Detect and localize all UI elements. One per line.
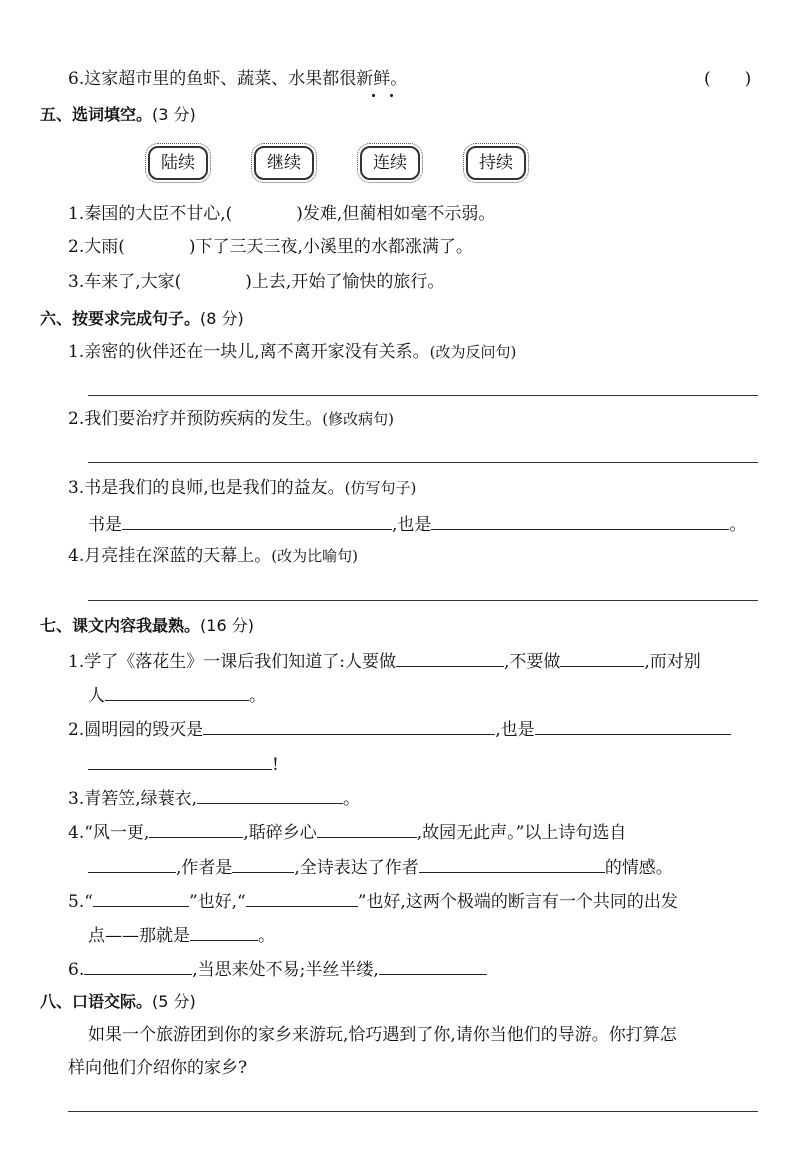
answer-blank[interactable] (203, 717, 495, 735)
answer-blank[interactable] (379, 957, 487, 975)
answer-blank[interactable] (93, 889, 189, 907)
sentence-item-2: 2.我们要治疗并预防疾病的发生。(修改病句) (68, 409, 394, 429)
recall-item-1: 1.学了《落花生》一课后我们知道了:人要做 ,不要做 ,而对别 (68, 649, 701, 673)
section-8-heading: 八、口语交际。(5 分) (40, 992, 196, 1011)
answer-blank[interactable] (535, 717, 731, 735)
emphasis-dot (372, 94, 375, 97)
answer-line[interactable] (88, 600, 758, 601)
answer-blank[interactable] (246, 889, 358, 907)
word-option-2: 继续 (254, 146, 314, 180)
fill-item-2: 2.大雨( )下了三天三夜,小溪里的水都涨满了。 (68, 237, 473, 257)
word-option-4: 持续 (466, 146, 526, 180)
answer-blank[interactable] (88, 752, 272, 770)
recall-item-3: 3.青箬笠,绿蓑衣, 。 (68, 786, 360, 810)
answer-blank[interactable] (88, 855, 176, 873)
answer-blank[interactable] (197, 786, 343, 804)
speaking-prompt-line-1: 如果一个旅游团到你的家乡来游玩,恰巧遇到了你,请你当他们的导游。你打算怎 (88, 1025, 677, 1045)
recall-item-1-cont: 人 。 (88, 683, 266, 707)
answer-blank[interactable] (84, 957, 192, 975)
answer-blank[interactable] (122, 512, 392, 530)
recall-item-2-cont: ! (88, 752, 279, 776)
section-7-heading: 七、课文内容我最熟。(16 分) (40, 616, 254, 635)
emphasis-dot (390, 94, 393, 97)
section-6-heading: 六、按要求完成句子。(8 分) (40, 309, 244, 328)
sentence-item-3: 3.书是我们的良师,也是我们的益友。(仿写句子) (68, 478, 417, 498)
sentence-item-4: 4.月亮挂在深蓝的天幕上。(改为比喻句) (68, 546, 358, 566)
sentence-item-1: 1.亲密的伙伴还在一块儿,离不离开家没有关系。(改为反问句) (68, 342, 517, 362)
fill-item-3: 3.车来了,大家( )上去,开始了愉快的旅行。 (68, 272, 445, 292)
answer-paren[interactable]: ( ) (704, 69, 752, 89)
word-option-3: 连续 (360, 146, 420, 180)
recall-item-5-cont: 点——那就是 。 (88, 923, 275, 947)
answer-blank[interactable] (419, 855, 605, 873)
answer-blank[interactable] (105, 683, 249, 701)
speaking-prompt-line-2: 样向他们介绍你的家乡? (68, 1058, 248, 1078)
recall-item-2: 2.圆明园的毁灭是 ,也是 (68, 717, 731, 741)
recall-item-5: 5.“ ”也好,“ ”也好,这两个极端的断言有一个共同的出发 (68, 889, 678, 913)
answer-blank[interactable] (431, 512, 729, 530)
answer-line[interactable] (88, 462, 758, 463)
recall-item-4: 4.“风一更, ,聒碎乡心 ,故园无此声。”以上诗句选自 (68, 820, 626, 844)
answer-blank[interactable] (317, 820, 417, 838)
word-option-1: 陆续 (148, 146, 208, 180)
judge-item-6: 6.这家超市里的鱼虾、蔬菜、水果都很新鲜。 (68, 69, 408, 89)
answer-line[interactable] (68, 1111, 758, 1112)
imitation-fill-line: 书是 ,也是 。 (88, 512, 746, 536)
section-5-heading: 五、选词填空。(3 分) (40, 105, 196, 124)
recall-item-6: 6. ,当思来处不易;半丝半缕, (68, 957, 487, 981)
answer-blank[interactable] (560, 649, 644, 667)
fill-item-1: 1.秦国的大臣不甘心,( )发难,但蔺相如毫不示弱。 (68, 204, 496, 224)
answer-blank[interactable] (149, 820, 243, 838)
answer-line[interactable] (88, 395, 758, 396)
answer-blank[interactable] (396, 649, 504, 667)
answer-blank[interactable] (190, 923, 258, 941)
answer-blank[interactable] (232, 855, 294, 873)
recall-item-4-cont: ,作者是 ,全诗表达了作者 的情感。 (88, 855, 673, 879)
